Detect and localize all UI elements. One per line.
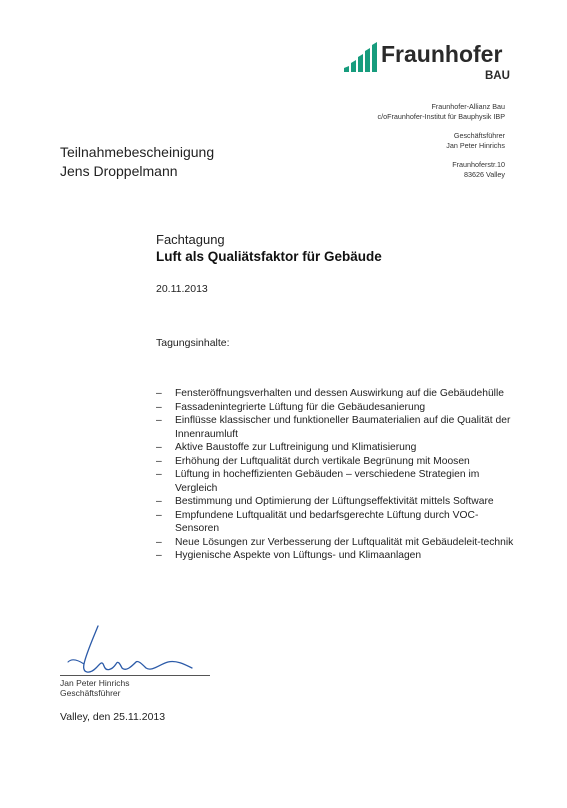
topic-text: Fensteröffnungsverhalten und dessen Auswirkung auf die Gebäudehülle xyxy=(175,388,504,399)
bullet-dash: – xyxy=(156,415,162,426)
bullet-dash: – xyxy=(156,469,162,480)
bullet-dash: – xyxy=(156,496,162,507)
address-line: 83626 Valley xyxy=(463,170,505,179)
event-type: Fachtagung xyxy=(156,232,225,247)
bullet-dash: – xyxy=(156,401,162,413)
topic-text: Neue Lösungen zur Verbesserung der Luftqualität mit Gebäudeleit-technik xyxy=(175,536,514,548)
list-item xyxy=(156,414,516,441)
fraunhofer-logo xyxy=(344,38,534,88)
topics-list xyxy=(156,387,516,563)
address-line: Jan Peter Hinrichs xyxy=(446,141,505,150)
contents-label: Tagungsinhalte: xyxy=(156,337,230,349)
handwritten-signature xyxy=(60,624,210,679)
event-date: 20.11.2013 xyxy=(156,283,208,295)
participant-name: Jens Droppelmann xyxy=(60,163,178,179)
logo-subtitle: BAU xyxy=(485,70,510,82)
topic-text: Einflüsse klassischer und funktioneller Baumaterialien auf die Qualität der Innenraumluft xyxy=(175,415,511,440)
address-line: c/oFraunhofer-Institut für Bauphysik IBP xyxy=(377,112,505,121)
list-item xyxy=(156,401,516,415)
certificate-title: Teilnahmebescheinigung xyxy=(60,144,215,160)
bullet-dash: – xyxy=(156,536,162,548)
list-item xyxy=(156,455,516,469)
place-and-date: Valley, den 25.11.2013 xyxy=(60,711,166,723)
bullet-dash: – xyxy=(156,550,162,561)
logo-wordmark: Fraunhofer xyxy=(381,41,503,67)
bullet-dash: – xyxy=(156,388,162,399)
topic-text: Fassadenintegrierte Lüftung für die Gebäudesanierung xyxy=(175,401,426,413)
list-item xyxy=(156,441,516,455)
topic-text: Empfundene Luftqualität und bedarfsgerechte Lüftung durch VOC-Sensoren xyxy=(175,509,479,534)
address-line: Fraunhofer-Allianz Bau xyxy=(431,102,505,111)
signer-name: Jan Peter Hinrichs xyxy=(60,678,130,688)
fraunhofer-logo-mark-icon xyxy=(344,40,378,72)
sender-address xyxy=(305,102,505,180)
signature-line xyxy=(60,675,210,676)
bullet-dash: – xyxy=(156,455,162,467)
topic-text: Hygienische Aspekte von Lüftungs- und Klimaanlagen xyxy=(175,550,422,561)
list-item xyxy=(156,468,516,495)
list-item xyxy=(156,536,516,550)
signer-role: Geschäftsführer xyxy=(60,688,121,698)
list-item xyxy=(156,387,516,401)
address-line: Geschäftsführer xyxy=(453,131,505,140)
event-title: Luft als Qualiätsfaktor für Gebäude xyxy=(156,249,382,264)
list-item xyxy=(156,509,516,536)
topic-text: Bestimmung und Optimierung der Lüftungseffektivität mittels Software xyxy=(175,496,494,507)
list-item xyxy=(156,495,516,509)
topic-text: Aktive Baustoffe zur Luftreinigung und Klimatisierung xyxy=(175,442,417,453)
address-line: Fraunhoferstr.10 xyxy=(452,160,505,169)
bullet-dash: – xyxy=(156,509,162,521)
list-item xyxy=(156,549,516,563)
topic-text: Lüftung in hocheffizienten Gebäuden – verschiedene Strategien im Vergleich xyxy=(175,469,480,494)
topic-text: Erhöhung der Luftqualität durch vertikale Begrünung mit Moosen xyxy=(175,455,470,467)
bullet-dash: – xyxy=(156,442,162,453)
